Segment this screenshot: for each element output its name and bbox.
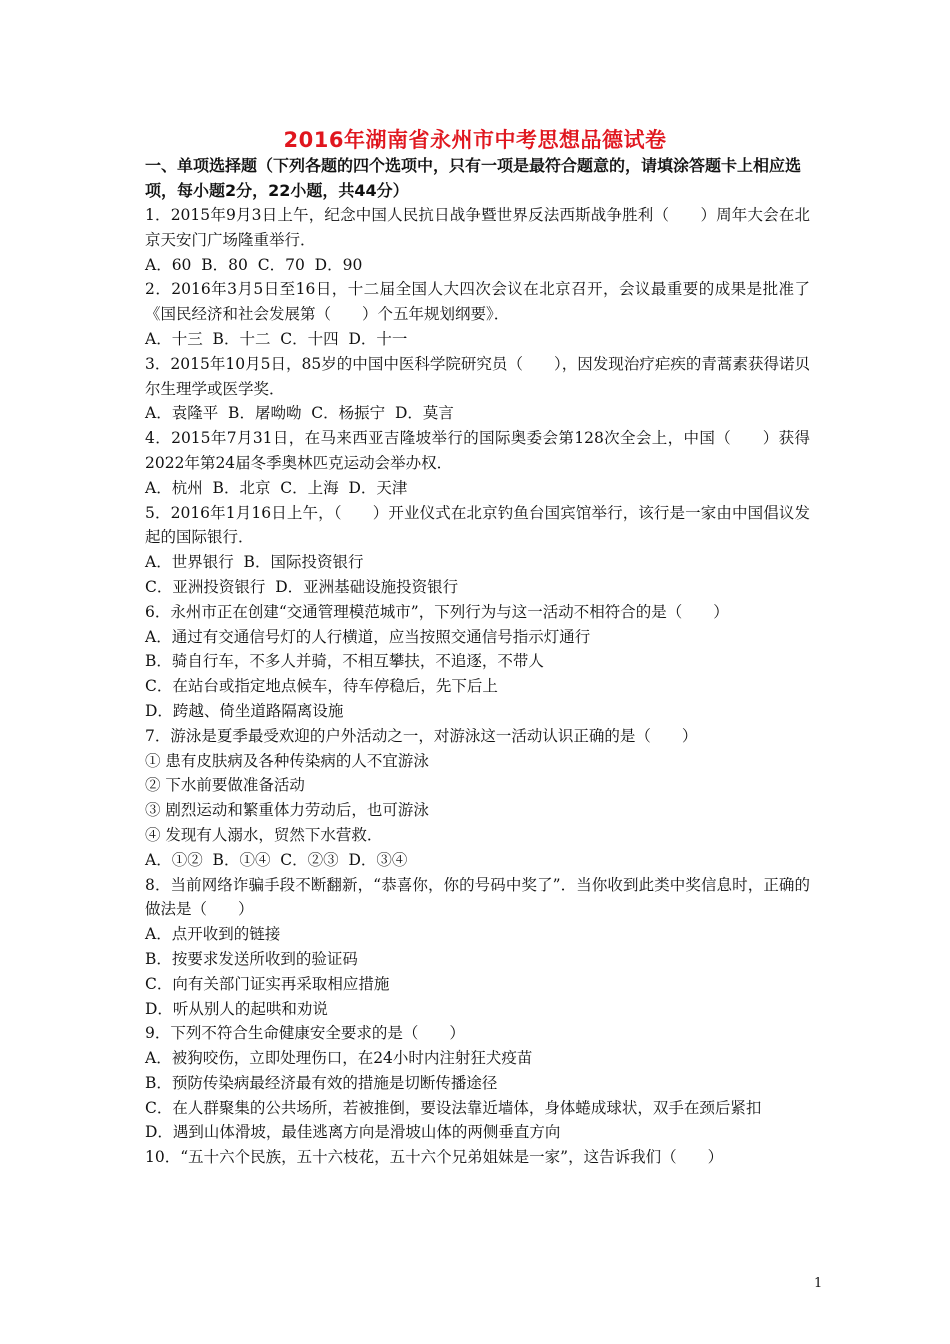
answer-option: D．跨越、倚坐道路隔离设施 [145, 701, 344, 720]
answer-option: A．通过有交通信号灯的人行横道，应当按照交通信号指示灯通行 [145, 627, 591, 646]
answer-option: ② 下水前要做准备活动 [145, 776, 305, 795]
question-list [145, 203, 810, 1170]
question-text: 10．“五十六个民族，五十六枝花，五十六个兄弟姐妹是一家”，这告诉我们（ ） [145, 1148, 724, 1167]
question-text: 7．游泳是夏季最受欢迎的户外活动之一，对游泳这一活动认识正确的是（ ） [145, 726, 698, 745]
page-number: 1 [814, 1276, 823, 1291]
answer-option: ① 患有皮肤病及各种传染病的人不宜游泳 [145, 751, 429, 770]
answer-option: D．遇到山体滑坡，最佳逃离方向是滑坡山体的两侧垂直方向 [145, 1123, 561, 1142]
answer-option: A．袁隆平 B．屠呦呦 C．杨振宁 D．莫言 [145, 404, 454, 423]
answer-option: C．向有关部门证实再采取相应措施 [145, 974, 390, 993]
answer-option: A．①② B．①④ C．②③ D．③④ [145, 850, 408, 869]
section-heading: 一、单项选择题（下列各题的四个选项中，只有一项是最符合题意的，请填涂答题卡上相应选项，每小题2分，22小题，共44分） [145, 156, 802, 200]
answer-option: D．听从别人的起哄和劝说 [145, 999, 328, 1018]
answer-option: ③ 剧烈运动和繁重体力劳动后，也可游泳 [145, 801, 429, 820]
answer-option: A．被狗咬伤，立即处理伤口，在24小时内注射狂犬疫苗 [145, 1049, 533, 1068]
question-text: 6．永州市正在创建“交通管理模范城市”，下列行为与这一活动不相符合的是（ ） [145, 602, 729, 621]
answer-option: A．世界银行 B．国际投资银行 [145, 553, 364, 572]
exam-title: 2016年湖南省永州市中考思想品德试卷 [283, 128, 667, 152]
answer-option: A．杭州 B．北京 C．上海 D．天津 [145, 478, 408, 497]
answer-option: C．在人群聚集的公共场所，若被推倒，要设法靠近墙体，身体蜷成球状，双手在颈后紧扣 [145, 1098, 762, 1117]
answer-option: A．60 B．80 C．70 D．90 [145, 255, 363, 274]
question-text: 1．2015年9月3日上午，纪念中国人民抗日战争暨世界反法西斯战争胜利（ ）周年大会在北京天安门广场隆重举行． [145, 206, 810, 249]
question-text: 8．当前网络诈骗手段不断翻新，“恭喜你，你的号码中奖了”．当你收到此类中奖信息时，正确的做法是（ ） [145, 875, 810, 919]
answer-option: ④ 发现有人溺水，贸然下水营救． [145, 825, 383, 844]
question-text: 9．下列不符合生命健康安全要求的是（ ） [145, 1024, 465, 1043]
question-text: 3．2015年10月5日，85岁的中国中医科学院研究员（ ），因发现治疗疟疾的青蒿素获得诺贝尔生理学或医学奖． [145, 354, 810, 398]
answer-option: C．在站台或指定地点候车，待车停稳后，先下后上 [145, 677, 498, 696]
answer-option: B．按要求发送所收到的验证码 [145, 949, 358, 968]
answer-option: B．骑自行车，不多人并骑，不相互攀扶，不追逐，不带人 [145, 652, 544, 671]
answer-option: A．十三 B．十二 C．十四 D．十一 [145, 329, 408, 348]
answer-option: A．点开收到的链接 [145, 925, 281, 944]
answer-option: B．预防传染病最经济最有效的措施是切断传播途径 [145, 1073, 498, 1092]
question-text: 5．2016年1月16日上午，（ ）开业仪式在北京钓鱼台国宾馆举行，该行是一家由中国倡议发起的国际银行． [145, 503, 810, 547]
question-text: 4．2015年7月31日，在马来西亚吉隆坡举行的国际奥委会第128次全会上，中国（ ）获得2022年第24届冬季奥林匹克运动会举办权． [145, 429, 810, 472]
question-text: 2．2016年3月5日至16日，十二届全国人大四次会议在北京召开，会议最重要的成果是批准了《国民经济和社会发展第（ ）个五年规划纲要》． [145, 280, 810, 324]
answer-option: C．亚洲投资银行 D．亚洲基础设施投资银行 [145, 577, 459, 596]
